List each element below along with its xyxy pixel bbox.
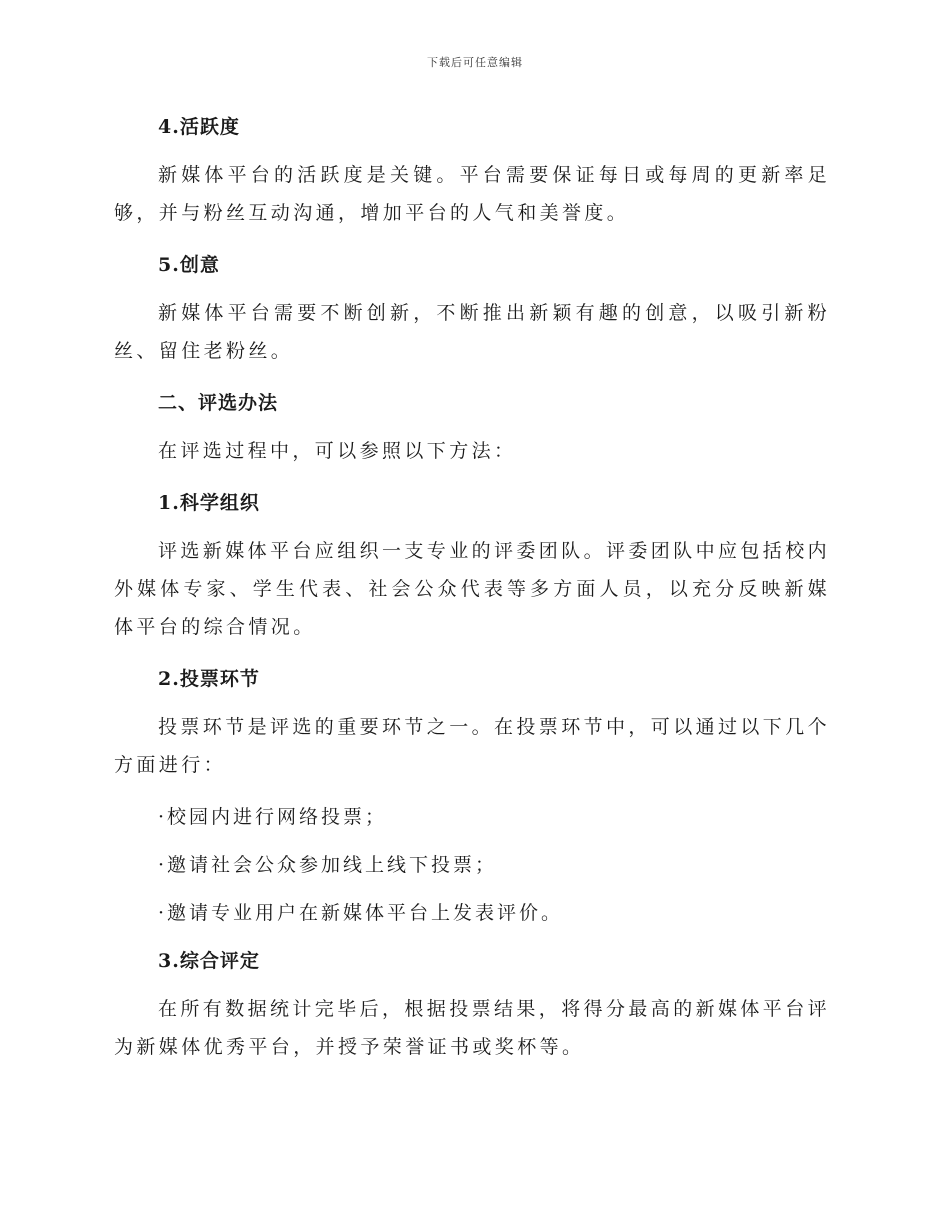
- section-text-method: 在评选过程中，可以参照以下方法：: [158, 440, 517, 462]
- voting-bullet-2: ·邀请社会公众参加线上线下投票；: [158, 854, 498, 876]
- section-heading-organization: 1.科学组织: [158, 492, 260, 514]
- section-text-organization: 评选新媒体平台应组织一支专业的评委团队。评委团队中应包括校内外媒体专家、学生代表、社会公众代表等多方面人员，以充分反映新媒体平台的综合情况。: [114, 540, 831, 638]
- section-text-voting: 投票环节是评选的重要环节之一。在投票环节中，可以通过以下几个方面进行：: [114, 716, 831, 776]
- section-heading-evaluation: 3.综合评定: [158, 950, 260, 972]
- section-text-creativity: 新媒体平台需要不断创新，不断推出新颖有趣的创意，以吸引新粉丝、留住老粉丝。: [114, 302, 830, 362]
- section-text-evaluation: 在所有数据统计完毕后，根据投票结果，将得分最高的新媒体平台评为新媒体优秀平台，并授予荣誉证书或奖杯等。: [114, 998, 831, 1058]
- voting-bullet-1: ·校园内进行网络投票；: [158, 806, 388, 828]
- section-heading-activity: 4.活跃度: [158, 116, 240, 138]
- document-body: [114, 112, 830, 1066]
- voting-bullet-3: ·邀请专业用户在新媒体平台上发表评价。: [158, 902, 564, 924]
- section-text-activity: 新媒体平台的活跃度是关键。平台需要保证每日或每周的更新率足够，并与粉丝互动沟通，增加平台的人气和美誉度。: [114, 164, 830, 224]
- section-heading-method: 二、评选办法: [158, 392, 279, 414]
- header-note: 下载后可任意编辑: [427, 56, 523, 69]
- section-heading-voting: 2.投票环节: [158, 668, 260, 690]
- section-heading-creativity: 5.创意: [158, 254, 220, 276]
